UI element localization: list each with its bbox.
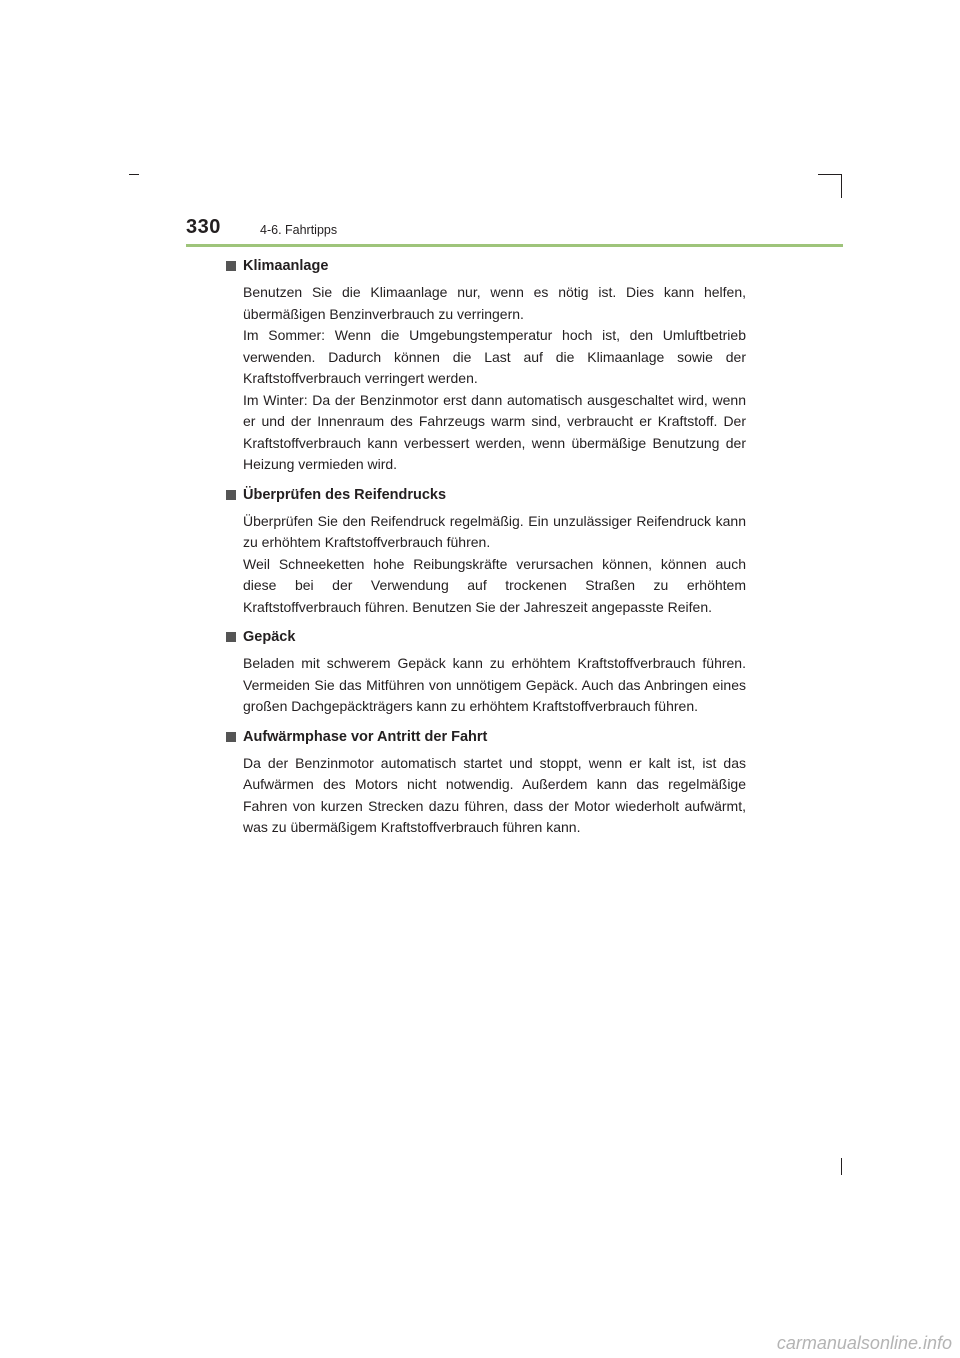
crop-mark-top-right-v	[841, 174, 842, 198]
section-body	[243, 753, 746, 839]
section-body	[243, 511, 746, 619]
header-rule	[186, 244, 843, 247]
crop-mark-top-left	[129, 174, 139, 175]
section-title-text: Überprüfen des Reifendrucks	[243, 486, 447, 503]
section-klimaanlage	[226, 254, 746, 476]
square-bullet-icon	[226, 490, 236, 500]
section-title-text: Gepäck	[243, 629, 296, 645]
section-body	[243, 282, 746, 476]
main-content	[226, 254, 746, 846]
square-bullet-icon	[226, 732, 236, 742]
section-body	[243, 653, 746, 718]
crop-mark-top-right-h	[818, 174, 842, 175]
section-title	[226, 625, 746, 649]
section-title	[226, 483, 746, 507]
paragraph: Da der Benzinmotor automatisch startet und stoppt, wenn er kalt ist, ist das Aufwärmen des Motors nicht notwendig. Außerdem kann das regelmäßige Fahren von kurzen Strecken dazu führen, dass der Motor wiederholt aufwärmt, was zu übermäßigem Kraftstoffverbrauch führen kann.	[243, 754, 746, 835]
section-title-text: Klimaanlage	[243, 258, 329, 274]
paragraph: Überprüfen Sie den Reifendruck regelmäßig. Ein unzulässiger Reifendruck kann zu erhöhtem Kraftstoffverbrauch führen.	[243, 512, 746, 550]
paragraph: Beladen mit schwerem Gepäck kann zu erhöhtem Kraftstoffverbrauch führen. Vermeiden Sie das Mitführen von unnötigem Gepäck. Auch das Anbringen eines großen Dachgepäckträgers kann zu erhöhtem Kraftstoffverbrauch führen.	[243, 655, 746, 714]
paragraph: Im Sommer: Wenn die Umgebungstemperatur hoch ist, den Umluftbetrieb verwenden. Dadurch können die Last auf die Klimaanlage sowie der Kraftstoffverbrauch verringert werden.	[243, 327, 746, 386]
crop-mark-bottom-right	[841, 1158, 842, 1175]
paragraph: Weil Schneeketten hohe Reibungskräfte verursachen können, können auch diese bei der Verwendung auf trockenen Straßen zu erhöhtem Kraftstoffverbrauch führen. Benutzen Sie der Jahreszeit angepasste Reifen.	[243, 555, 746, 615]
square-bullet-icon	[226, 632, 236, 642]
section-aufwaermphase	[226, 725, 746, 839]
page-number: 330	[186, 216, 221, 238]
paragraph: Im Winter: Da der Benzinmotor erst dann automatisch ausgeschaltet wird, wenn er und der Innenraum des Fahrzeugs warm sind, verbraucht er Kraftstoff. Der Kraftstoffverbrauch kann verbessert werden, wenn übermäßige Benutzung der Heizung vermieden wird.	[243, 391, 746, 472]
watermark: carmanualsonline.info	[776, 1333, 952, 1353]
section-reifendruck	[226, 483, 746, 619]
section-title	[226, 725, 746, 749]
section-gepaeck	[226, 625, 746, 718]
section-title	[226, 254, 746, 278]
square-bullet-icon	[226, 261, 236, 271]
section-title-text: Aufwärmphase vor Antritt der Fahrt	[243, 728, 488, 745]
chapter-title: 4-6. Fahrtipps	[260, 223, 338, 237]
paragraph: Benutzen Sie die Klimaanlage nur, wenn es nötig ist. Dies kann helfen, übermäßigen Benzinverbrauch zu verringern.	[243, 284, 746, 322]
